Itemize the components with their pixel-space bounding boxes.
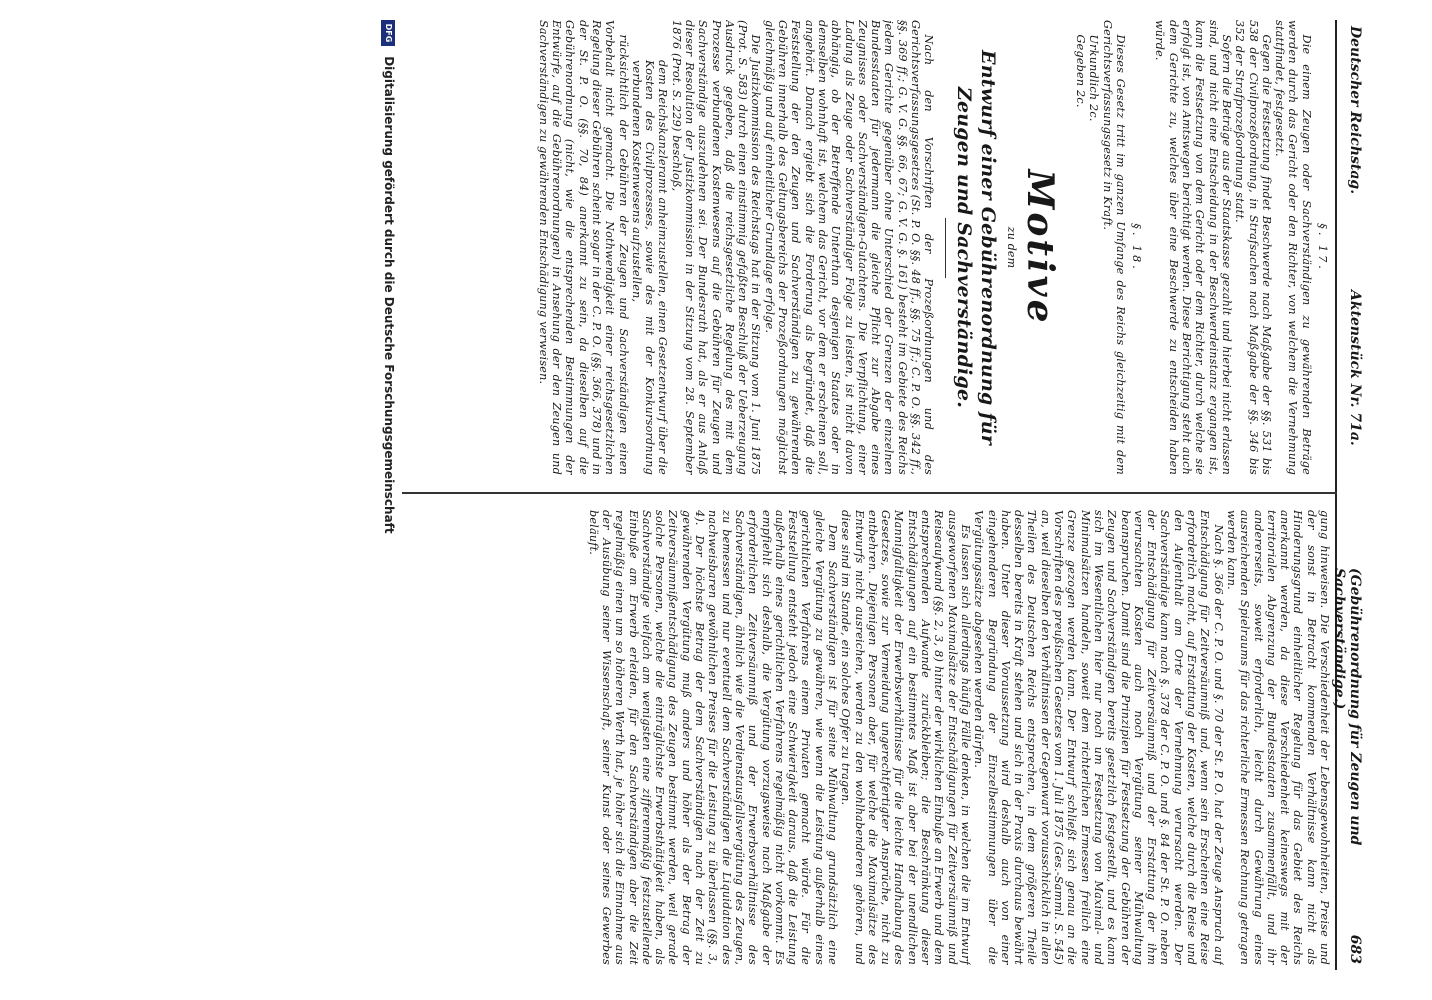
section-heading-17: §. 17.: [1316, 223, 1329, 272]
quoted-resolution: dem Reichskanzleramt anheimzustellen, einen Gesetzentwurf über die Kosten des Civilprozesses, sowie des mit der Konkursordnung verbundenen Kostenwesens aufzustellen,: [629, 60, 670, 475]
page-number: 683: [1347, 934, 1363, 964]
paragraph: Gegeben 2c.: [1073, 34, 1087, 108]
right-column: [411, 510, 1331, 965]
paragraph: rücksichtlich der Gebühren der Zeugen und Sachverständigen einen Vorbehalt nicht gemacht. Die Nothwendigkeit einer reichsgesetzlichen Regelung dieser Gebühren scheint sogar in der C. P. O. (§§. 366, 378) und in der St. P. O. (§§. 70, 84) anerkannt zu sein, da dieselben auf die Gebührenordnung (nicht, wie die entsprechenden Bestimmungen der Entwürfe, auf die Gebührenordnungen) in Ansehung der den Zeugen und Sachverständigen zu gewährenden Entschädigung verweisen.: [536, 20, 630, 475]
paragraph: Nach den Vorschriften der Prozeßordnungen und des Gerichtsverfassungsgesetzes (St. P. O. §§. 48 ff., §§. 75 ff.; C. P. O. §§. 342 ff., §§. 369 ff.; G. V. G. §§. 66, 67; G. V. G. §. 161) besteht im Gebiete des Reichs jedem Gerichte gegenüber ohne Unterschied der Grenzen der einzelnen Bundesstaaten für jedermann die gleiche Pflicht zur Abgabe eines Zeugnisses oder Sachverständigen-Gutachtens. Die Verpflichtung, einer Ladung als Zeuge oder Sachverständiger Folge zu leisten, ist nicht davon abhängig, ob der Betreffende Unterthan desjenigen Staates oder in demselben wohnhaft ist, welchem das Gericht, vor dem er erscheinen soll, angehört. Danach ergiebt sich die Forderung als begründet, daß die Feststellung der den Zeugen und Sachverständigen zu gewährenden Gebühren innerhalb des Geltungsbereichs der Prozeßordnungen möglichst gleichmäßig und auf einheitlicher Grundlage erfolge.: [762, 20, 936, 475]
paragraph: Die einem Zeugen oder Sachverständigen zu gewährenden Beträge werden durch das Gericht oder den Richter, von welchem die Vernehmung stattfindet, festgesetzt.: [1273, 20, 1313, 475]
header-document-title: (Gebührenordnung für Zeugen und Sachverständige.): [1331, 568, 1363, 846]
paragraph: Gegen die Festsetzung findet Beschwerde nach Maßgabe der §§. 531 bis 538 der Civilprozeßordnung, in Strafsachen nach Maßgabe der §§. 346 bis 352 der Strafprozeßordnung statt.: [1233, 20, 1273, 475]
digitization-credit: [374, 20, 396, 970]
paragraph: Es lassen sich allerdings häufig Fälle denken, in welchen die im Entwurf ausgeworfenen Maximalsätze der Entschädigungen für Zeitversäumniß und Reiseaufwand (§§. 2, 3, 8) hinter der wirklichen Einbuße an Erwerb und dem entsprechenden Aufwande zurückbleiben; die Beschränkung dieser Entschädigungen auf ein bestimmtes Maß ist aber bei der unendlichen Mannigfaltigkeit der Erwerbsverhältnisse für die leichte Handhabung des Gesetzes, sowie zur Vermeidung ungerechtfertigter Ansprüche, nicht zu entbehren. Diejenigen Personen aber, für welche die Maximalsätze des Entwurfs nicht ausreichen, werden zu den wohlhabenderen gehören, und diese sind im Stande, ein solches Opfer zu tragen.: [839, 510, 972, 965]
motive-subtitle: Entwurf einer Gebührenordnung für Zeugen und Sachverständige.: [953, 50, 1000, 445]
scanned-page: [46, 20, 1371, 970]
left-column: [411, 20, 1331, 475]
paragraph: gung hinweisen. Die Verschiedenheit der Lebensgewohnheiten, Preise und der sonst in Betracht kommenden Verhältnisse kann nicht als Hinderungsgrund einheitlicher Regelung für das Gebiet des Reichs anerkannt werden, da diese Verschiedenheit keineswegs mit der territorialen Abgrenzung der Bundesstaaten zusammenfällt, und ihr andererseits, soweit erforderlich, leicht durch Gewährung eines ausreichenden Spielraums für das richterliche Ermessen Rechnung getragen werden kann.: [1224, 510, 1331, 965]
section-divider: [945, 218, 946, 278]
paragraph: Die Justizkommission des Reichstags hat in der Sitzung vom 1. Juni 1875 (Prot. S. 583) durch einen einstimmig gefaßten Beschluß der Ueberzeugung Ausdruck gegeben, daß die reichsgesetzliche Regelung des mit dem Prozesse verbundenen Kostenwesens auf die Gebühren für Zeugen und Sachverständige auszudehnen sei. Der Bundesrath hat, als er aus Anlaß dieser Resolution der Justizkommission in der Sitzung vom 28. September 1876 (Prot. S. 229) beschloß,: [669, 20, 763, 475]
paragraph: Dieses Gesetz tritt im ganzen Umfange des Reichs gleichzeitig mit dem Gerichtsverfassungsgesetz in Kraft.: [1100, 20, 1127, 475]
section-heading-18: §. 18.: [1130, 223, 1144, 272]
motive-preposition: zu dem: [1004, 226, 1018, 269]
column-divider: [402, 492, 1337, 494]
motive-title: Motive: [1018, 169, 1061, 326]
paragraph: Nach §. 366 der C. P. O. und §. 70 der St. P. O. hat der Zeuge Anspruch auf Entschädigung für Zeitversäumniß und, wenn sein Erscheinen eine Reise erforderlich macht, auf Erstattung der Kosten, welche durch die Reise und den Aufenthalt am Orte der Vernehmung verursacht werden. Der Sachverständige kann nach §. 378 der C. P. O. und §. 84 der St. P. O. neben der Entschädigung für Zeitversäumniß und der Erstattung der ihm verursachten Kosten auch noch Vergütung seiner Mühwaltung beanspruchen. Damit sind die Prinzipien für Festsetzung der Gebühren der Zeugen und Sachverständigen bereits gesetzlich festgestellt, und es kann sich im Wesentlichen hier nur noch um Festsetzung von Maximal- und Minimalsätzen handeln, soweit dem richterlichen Ermessen freilich eine Grenze gezogen werden kann. Der Entwurf schließt sich genau an die Vorschriften des preußischen Gesetzes vom 1. Juli 1875 (Ges.-Samml. S. 545) an, weil dieselben den Verhältnissen der Gegenwart vorausschicklich in allen Theilen des Deutschen Reichs entsprechen, in dem größeren Theile desselben bereits in Kraft stehen und sich in der Praxis durchaus bewährt haben. Unter dieser Voraussetzung wird deshalb auch von einer eingehenderen Begründung der Einzelbestimmungen über die Vergütungssätze abgesehen werden dürfen.: [972, 510, 1225, 965]
paragraph: Sofern die Beträge aus der Staatskasse gezahlt und hierbei nicht erlassen sind, und nicht eine Entscheidung in der Beschwerdeinstanz ergangen ist, kann die Festsetzung von dem Gericht oder dem Richter, durch welche sie erfolgt ist, von Amtswegen berichtigt werden. Diese Berichtigung steht auch dem Gerichte zu, welches über eine Beschwerde zu entscheiden haben würde.: [1153, 20, 1233, 475]
header-document-number: Aktenstück Nr. 71a.: [1347, 290, 1363, 446]
paragraph: Urkundlich 2c.: [1087, 34, 1101, 122]
paragraph: Dem Sachverständigen ist für seine Mühwaltung grundsätzlich eine gleiche Vergütung zu gewähren, wie wenn die Leistung außerhalb eines gerichtlichen Verfahrens einem Privaten gemacht würde. Für die Feststellung entsteht jedoch eine Schwierigkeit daraus, daß die Leistung außerhalb eines gerichtlichen Verfahrens regelmäßig nicht vorkommt. Es empfiehlt sich deshalb, die Vergütung vorzugsweise nach Maßgabe der erforderlichen Zeitversäumniß und der Erwerbsverhältnisse des Sachverständigen, ähnlich wie die Verdienstausfallsvergütung des Zeugen, zu bemessen und nur eventuell dem Sachverständigen die Liquidation des nachweisbaren gewöhnlichen Preises für die Leistung zu überlassen (§§. 3, 4). Der höchste Betrag der dem Sachverständigen nach der Zeit zu gewährenden Vergütung muß anders und höher als der Betrag der Zeitversäumnißentschädigung des Zeugen bestimmt werden, weil gerade solche Personen, welche die einträglichste Erwerbsthätigkeit haben, als Sachverständige vielfach am wenigsten eine zifferenmäßig festzustellende Einbuße am Erwerb erleiden, für den Sachverständigen aber die Zeit regelmäßig einen um so höheren Werth hat, je höher sich die Einnahme aus der Ausübung seiner Wissenschaft, seiner Kunst oder seines Gewerbes beläuft.: [586, 510, 840, 965]
header-publication: Deutscher Reichstag.: [1347, 26, 1363, 195]
dfg-logo: DFG: [382, 20, 396, 46]
page-header: [1331, 20, 1371, 970]
digitization-credit-text: Digitalisierung gefördert durch die Deutsche Forschungsgemeinschaft: [382, 56, 396, 534]
